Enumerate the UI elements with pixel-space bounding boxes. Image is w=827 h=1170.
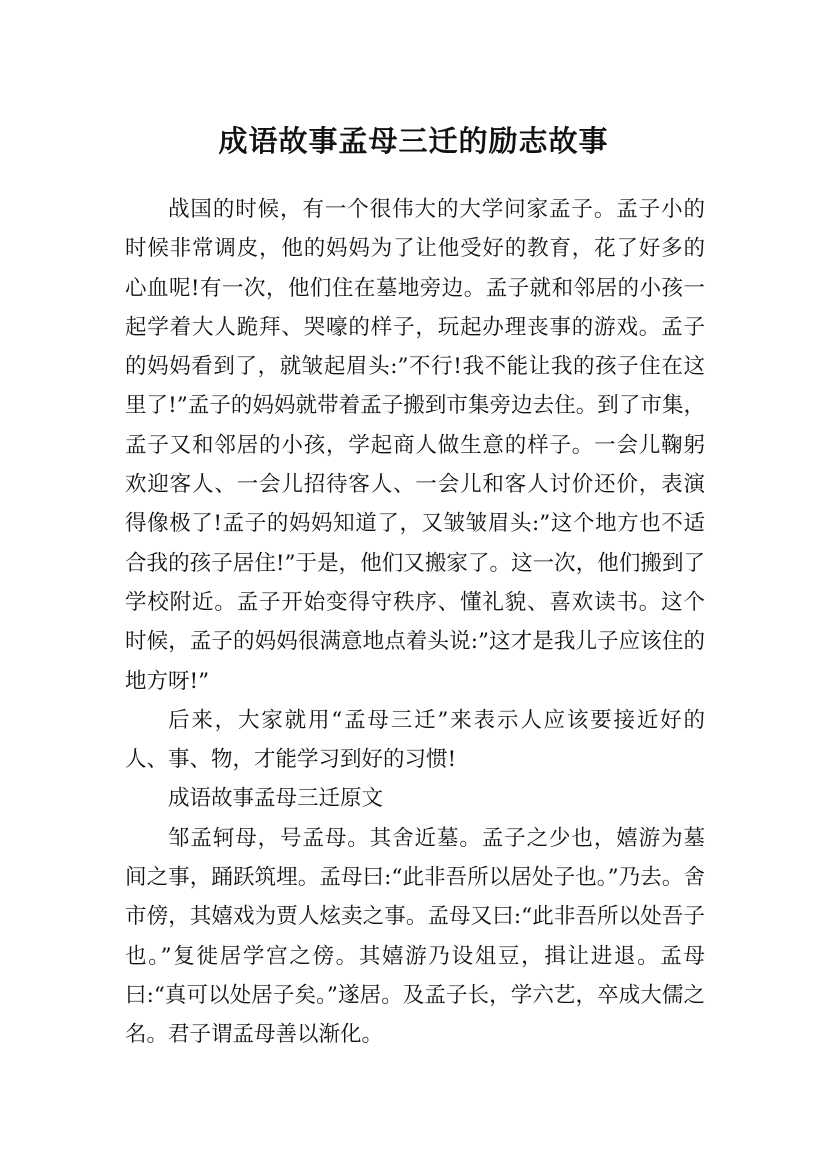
document-title: 成语故事孟母三迁的励志故事	[218, 124, 609, 159]
paragraph-story: 战国的时候，有一个很伟大的大学问家孟子。孟子小的时候非常调皮，他的妈妈为了让他受好的教育，花了好多的心血呢!有一次，他们住在墓地旁边。孟子就和邻居的小孩一起学着大人跪拜、哭嚎的样子，玩起办理丧事的游戏。孟子的妈妈看到了，就皱起眉头:”不行!我不能让我的孩子住在这里了!”孟子的妈妈就带着孟子搬到市集旁边去住。到了市集，孟子又和邻居的小孩，学起商人做生意的样子。一会儿鞠躬欢迎客人、一会儿招待客人、一会儿和客人讨价还价，表演得像极了!孟子的妈妈知道了，又皱皱眉头:”这个地方也不适合我的孩子居住!”于是，他们又搬家了。这一次，他们搬到了学校附近。孟子开始变得守秩序、懂礼貌、喜欢读书。这个时候，孟子的妈妈很满意地点着头说:”这才是我儿子应该住的地方呀!”	[125, 197, 705, 694]
paragraph-original-text: 邹孟轲母，号孟母。其舍近墓。孟子之少也，嬉游为墓间之事，踊跃筑埋。孟母曰:“此非吾所以居处子也。”乃去。舍市傍，其嬉戏为贾人炫卖之事。孟母又曰:“此非吾所以处吾子也。”复徙居学宫之傍。其嬉游乃设俎豆，揖让进退。孟母曰:“真可以处居子矣。”遂居。及孟子长，学六艺，卒成大儒之名。君子谓孟母善以渐化。	[125, 825, 705, 1048]
paragraph-conclusion: 后来，大家就用“孟母三迁”来表示人应该要接近好的人、事、物，才能学习到好的习惯!	[125, 707, 705, 773]
document-body	[125, 190, 705, 1055]
section-heading-original-text: 成语故事孟母三迁原文	[168, 786, 384, 812]
